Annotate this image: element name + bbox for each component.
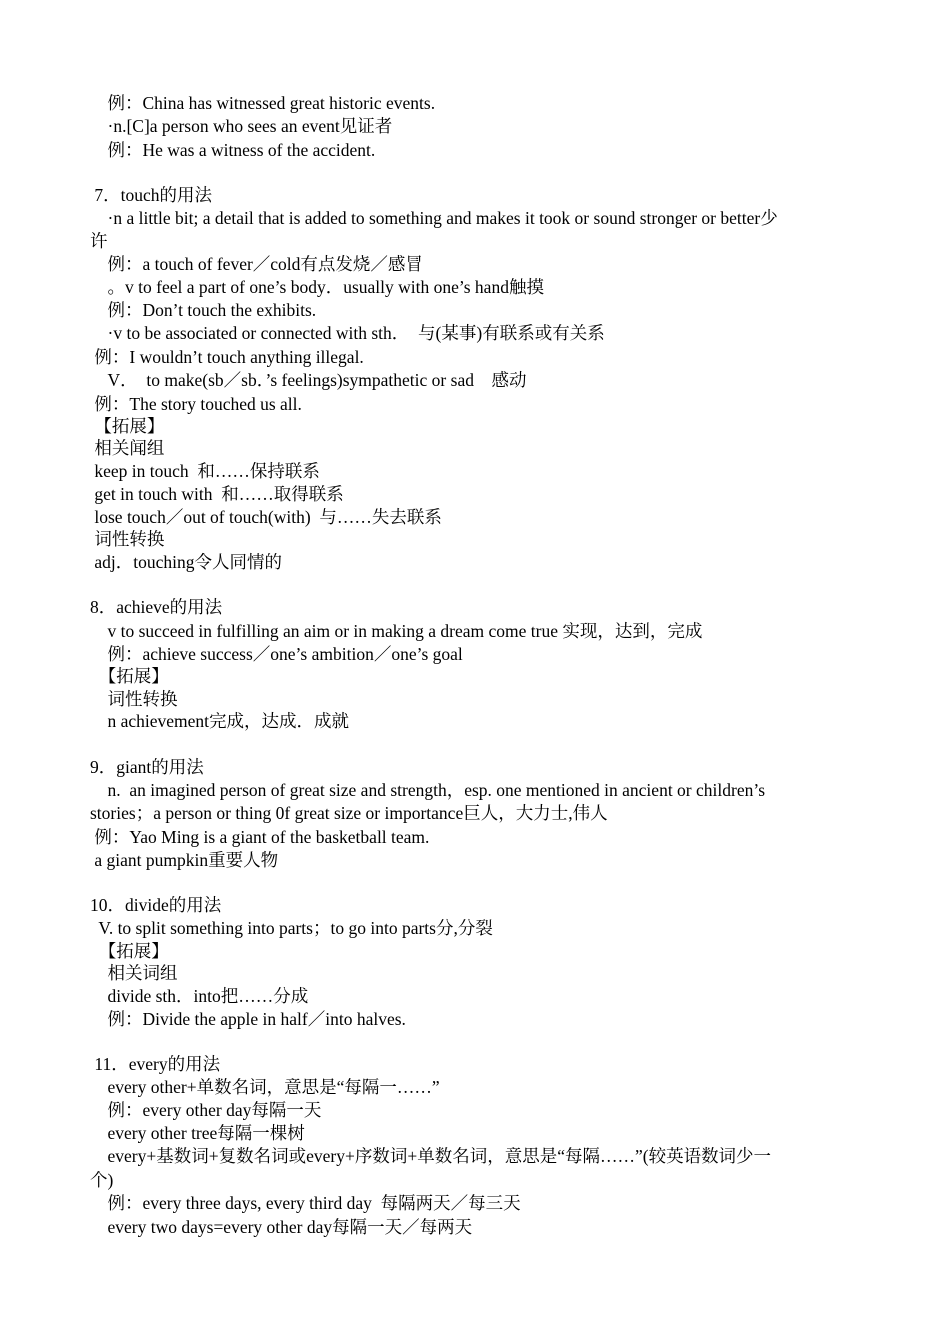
text-line: ·v to be associated or connected with sth． 与(某事)有联系或有关系 (90, 323, 605, 343)
text-line: v to succeed in fulfilling an aim or in making a dream come true 实现，达到，完成 (90, 621, 703, 641)
text-line: a giant pumpkin重要人物 (90, 850, 279, 870)
text-line: 例：every other day每隔一天 (90, 1100, 322, 1120)
text-line: n. an imagined person of great size and strength，esp. one mentioned in ancient or children’s (90, 780, 766, 800)
text-line: lose touch／out of touch(with) 与……失去联系 (90, 507, 442, 527)
text-line: 例：China has witnessed great historic events. (90, 93, 436, 113)
text-line: 例：Yao Ming is a giant of the basketball team. (90, 827, 430, 847)
section-heading: 8．achieve的用法 (90, 597, 223, 617)
section-heading: 11．every的用法 (90, 1054, 221, 1074)
text-line: V. to split something into parts；to go into parts分,分裂 (90, 918, 493, 938)
text-line: 例：The story touched us all. (90, 394, 302, 414)
text-line: 例：Divide the apple in half／into halves. (90, 1009, 406, 1029)
text-line: n achievement完成，达成．成就 (90, 711, 350, 731)
text-line: 许 (90, 231, 108, 251)
text-line: 例：a touch of fever／cold有点发烧／感冒 (90, 254, 423, 274)
text-line: 【拓展】 (90, 941, 169, 961)
text-line: get in touch with 和……取得联系 (90, 484, 344, 504)
text-line: ·n a little bit; a detail that is added to something and makes it took or sound stronger or better少 (90, 208, 778, 228)
section-heading: 10．divide的用法 (90, 895, 222, 915)
text-line: every other tree每隔一棵树 (90, 1123, 305, 1143)
text-line: V． to make(sb／sb．’s feelings)sympathetic or sad 感动 (90, 370, 527, 390)
text-line: every+基数词+复数名词或every+序数词+单数名词，意思是“每隔……”(较英语数词少一 (90, 1146, 772, 1166)
text-line: 词性转换 (90, 689, 178, 709)
text-line: 。v to feel a part of one’s body．usually with one’s hand触摸 (90, 277, 544, 297)
text-line: 例：He was a witness of the accident. (90, 140, 376, 160)
section-heading: 7．touch的用法 (90, 185, 213, 205)
text-line: 【拓展】 (90, 666, 169, 686)
text-line: 例：every three days, every third day 每隔两天／每三天 (90, 1193, 521, 1213)
section-heading: 9．giant的用法 (90, 757, 204, 777)
text-line: adj．touching令人同情的 (90, 552, 282, 572)
text-line: every other+单数名词，意思是“每隔一……” (90, 1077, 440, 1097)
text-line: 例：I wouldn’t touch anything illegal. (90, 347, 364, 367)
text-line: 词性转换 (90, 529, 165, 549)
text-line: every two days=every other day每隔一天／每两天 (90, 1217, 473, 1237)
text-line: 个) (90, 1170, 114, 1190)
text-line: 例：achieve success／one’s ambition／one’s goal (90, 644, 463, 664)
text-line: 例：Don’t touch the exhibits. (90, 300, 317, 320)
text-line: ·n.[C]a person who sees an event见证者 (90, 116, 393, 136)
text-line: keep in touch 和……保持联系 (90, 461, 320, 481)
text-line: 相关闻组 (90, 438, 165, 458)
text-line: stories；a person or thing 0f great size or importance巨人，大力士,伟人 (90, 803, 608, 823)
text-line: divide sth．into把……分成 (90, 986, 309, 1006)
text-line: 【拓展】 (90, 416, 165, 436)
text-line: 相关词组 (90, 963, 178, 983)
